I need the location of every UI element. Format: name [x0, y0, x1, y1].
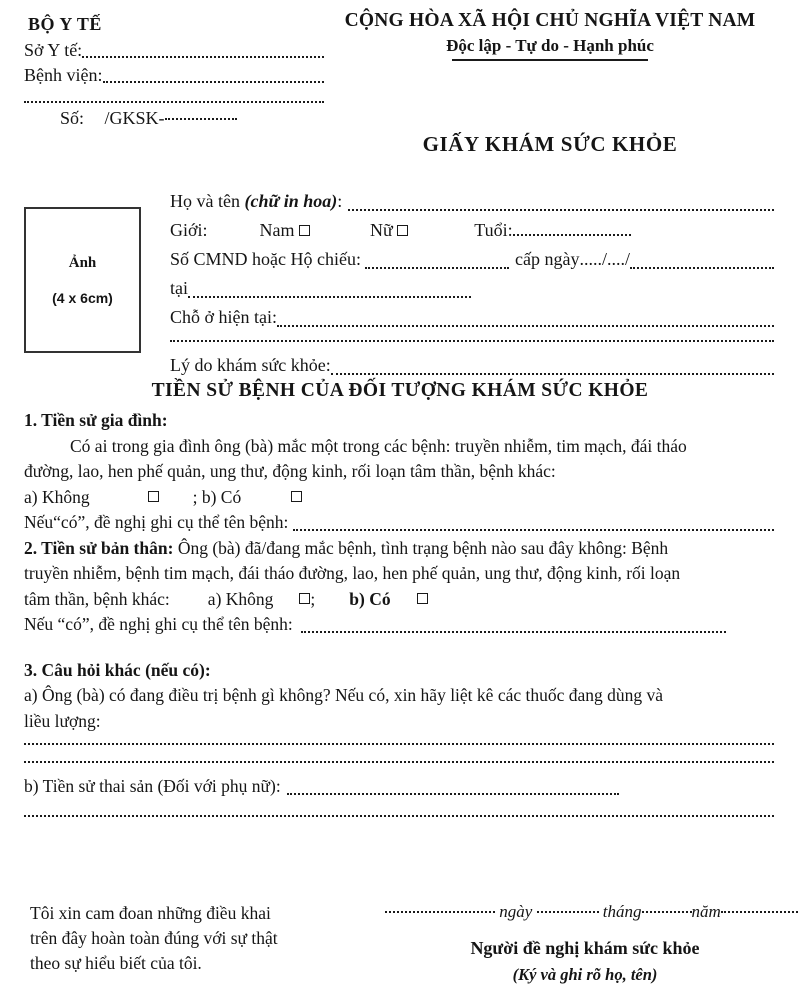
declaration-block	[30, 901, 360, 976]
department-label: Sở Y tế:	[24, 40, 83, 60]
declaration-line-1: Tôi xin cam đoan những điều khai	[30, 903, 271, 923]
issue-place-field	[170, 274, 774, 303]
full-name-label: Họ và tên	[170, 191, 240, 211]
section3-answer-line-1[interactable]	[24, 743, 774, 745]
document-number-field	[24, 106, 324, 131]
section1-choices	[24, 485, 774, 511]
date-year-label: năm	[691, 902, 721, 921]
section1-question-line1: Có ai trong gia đình ông (bà) mắc một trong các bệnh: truyền nhiễm, tim mạch, đái tháo	[70, 435, 687, 456]
full-name-input-line[interactable]	[348, 209, 774, 211]
section2-choices	[24, 587, 774, 613]
section1-option-no-checkbox[interactable]	[148, 491, 159, 502]
section1-option-yes-checkbox[interactable]	[291, 491, 302, 502]
section3-heading: 3. Câu hỏi khác (nếu có):	[24, 659, 211, 680]
hospital-overflow-line[interactable]	[24, 101, 324, 103]
section3-pregnancy-input-line[interactable]	[287, 793, 619, 795]
signer-hint: (Ký và ghi rõ họ, tên)	[512, 965, 658, 984]
section3-pregnancy-field	[24, 774, 774, 800]
full-name-colon: :	[337, 191, 343, 211]
signature-block	[385, 899, 785, 988]
section2-heading: 2. Tiền sử bản thân:	[24, 537, 174, 558]
country-name: CỘNG HÒA XÃ HỘI CHỦ NGHĨA VIỆT NAM	[344, 10, 756, 31]
full-name-hint: (chữ in hoa)	[244, 191, 338, 211]
section3-qa-line1: a) Ông (bà) có đang điều trị bệnh gì không? Nếu có, xin hãy liệt kê các thuốc đang dùng và	[24, 685, 664, 705]
identity-section	[0, 175, 800, 380]
department-input-line[interactable]	[82, 56, 324, 58]
photo-placeholder-box	[24, 207, 141, 353]
date-day-input-line[interactable]	[537, 911, 599, 913]
exam-reason-input-line[interactable]	[331, 373, 774, 375]
motto-underline-rule	[452, 59, 648, 61]
issue-place-label: tại	[170, 278, 188, 298]
gender-male-label: Nam	[259, 220, 295, 240]
photo-caption: Ảnh	[68, 254, 97, 271]
section2-question-line2: truyền nhiễm, bệnh tim mạch, đái tháo đường, lao, hen phế quản, ung thư, động kinh, rối loạn	[24, 563, 681, 583]
exam-reason-field	[170, 351, 774, 380]
section1-heading: 1. Tiền sử gia đình:	[24, 410, 168, 430]
section1-option-no-label: a) Không	[24, 486, 90, 507]
age-label: Tuổi:	[474, 220, 513, 240]
signer-title: Người đề nghị khám sức khỏe	[470, 938, 700, 958]
section2-spacer	[24, 638, 774, 658]
date-month-label: tháng	[602, 902, 642, 921]
form-header	[0, 0, 800, 175]
department-field	[24, 38, 324, 63]
form-footer	[0, 893, 800, 999]
section2-specify-field	[24, 612, 774, 638]
section2-option-yes-checkbox[interactable]	[417, 593, 428, 604]
section3-spacer	[24, 763, 774, 774]
section2-intro	[24, 536, 774, 562]
section3-qa-line2: liều lượng:	[24, 710, 101, 731]
issue-date-input-line[interactable]	[630, 267, 774, 269]
ministry-label: BỘ Y TẾ	[28, 14, 102, 34]
section1-specify-field	[24, 510, 774, 536]
gender-label: Giới:	[170, 220, 208, 240]
date-place-input-line[interactable]	[385, 911, 495, 913]
current-address-label: Chỗ ở hiện tại:	[170, 307, 278, 327]
hospital-label: Bệnh viện:	[24, 65, 103, 85]
issue-date-slashes[interactable]: ...../..../	[579, 249, 630, 269]
id-number-input-line[interactable]	[365, 267, 509, 269]
gender-female-label: Nữ	[370, 220, 393, 240]
section2-option-separator: ;	[310, 588, 316, 609]
gender-age-field	[170, 216, 774, 245]
id-number-label: Số CMND hoặc Hộ chiếu:	[170, 249, 361, 269]
full-name-field	[170, 187, 774, 216]
declaration-line-3: theo sự hiểu biết của tôi.	[30, 953, 202, 973]
section3-pregnancy-label: b) Tiền sử thai sản (Đối với phụ nữ):	[24, 776, 281, 796]
document-number-label: Số:	[60, 108, 85, 128]
section2-option-no-label: a) Không	[207, 588, 274, 609]
document-number-input-line[interactable]	[165, 118, 237, 120]
declaration-line-2: trên đây hoàn toàn đúng với sự thật	[30, 928, 278, 948]
section1-option-yes-label: ; b) Có	[192, 486, 242, 507]
section2-option-no-checkbox[interactable]	[299, 593, 310, 604]
hospital-input-line[interactable]	[103, 81, 325, 83]
current-address-input-line[interactable]	[277, 325, 774, 327]
section2-question-line1: Ông (bà) đã/đang mắc bệnh, tình trạng bệnh nào sau đây không: Bệnh	[177, 537, 669, 558]
history-section-title: TIỀN SỬ BỆNH CỦA ĐỐI TƯỢNG KHÁM SỨC KHỎE	[151, 380, 649, 401]
date-month-input-line[interactable]	[642, 911, 692, 913]
exam-reason-label: Lý do khám sức khỏe:	[170, 355, 331, 375]
section2-question-line3: tâm thần, bệnh khác:	[24, 588, 170, 609]
section2-specify-label: Nếu “có”, đề nghị ghi cụ thể tên bệnh:	[24, 614, 293, 634]
date-line	[385, 899, 785, 925]
current-address-field	[170, 303, 774, 332]
section2-specify-input-line[interactable]	[301, 631, 726, 633]
gender-female-checkbox[interactable]	[397, 225, 408, 236]
section1-question-line2: đường, lao, hen phế quản, ung thư, động kinh, rối loạn tâm thần, bệnh khác:	[24, 461, 556, 481]
id-number-field	[170, 245, 774, 274]
age-input-line[interactable]	[513, 234, 631, 236]
section2-option-yes-label: b) Có	[349, 588, 391, 609]
page-title: GIẤY KHÁM SỨC KHỎE	[422, 132, 678, 156]
hospital-field	[24, 63, 324, 88]
identity-fields	[170, 187, 774, 380]
photo-size-label: (4 x 6cm)	[52, 289, 113, 306]
history-body	[0, 408, 800, 817]
gender-male-checkbox[interactable]	[299, 225, 310, 236]
section1-specify-input-line[interactable]	[293, 529, 774, 531]
issue-date-label: cấp ngày	[515, 249, 580, 269]
issue-place-input-line[interactable]	[188, 296, 471, 298]
section3-pregnancy-answer-line[interactable]	[24, 815, 774, 817]
date-day-label: ngày	[499, 902, 533, 921]
issuing-authority-block	[24, 12, 324, 131]
date-year-input-line[interactable]	[721, 911, 800, 913]
national-heading-block	[325, 10, 775, 61]
section1-specify-label: Nếu“có”, đề nghị ghi cụ thể tên bệnh:	[24, 512, 289, 532]
document-number-value: /GKSK-	[104, 108, 165, 128]
national-motto: Độc lập - Tự do - Hạnh phúc	[446, 36, 654, 55]
